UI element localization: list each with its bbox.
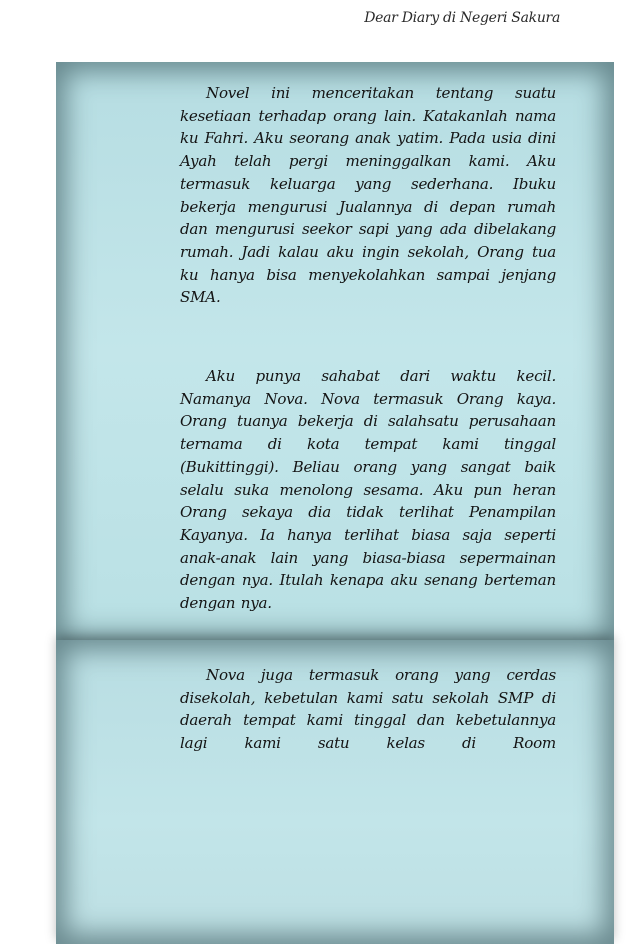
paragraph-3-block — [180, 664, 556, 755]
paragraph-1: Novel ini menceritakan tentang suatu kesetiaan terhadap orang lain. Katakanlah nama ku Fahri. Aku seorang anak yatim. Pada usia dini Ayah telah pergi meninggalkan kami. Aku termasuk keluarga yang sederhana. Ibuku bekerja mengurusi Jualannya di depan rumah dan mengurusi seekor sapi yang ada dibelakang rumah. Jadi kalau aku ingin sekolah, Orang tua ku hanya bisa menyekolahkan sampai jenjang SMA. — [180, 84, 556, 307]
page-header-title: Dear Diary di Negeri Sakura — [364, 10, 560, 26]
paragraph-3: Nova juga termasuk orang yang cerdas disekolah, kebetulan kami satu sekolah SMP di daerah tempat kami tinggal dan kebetulannya lagi kami satu kelas di Room — [180, 666, 556, 753]
paragraph-1-block — [180, 82, 556, 309]
paragraph-2-block — [180, 365, 556, 615]
paragraph-2: Aku punya sahabat dari waktu kecil. Namanya Nova. Nova termasuk Orang kaya. Orang tuanya bekerja di salahsatu perusahaan ternama di kota tempat kami tinggal (Bukittinggi). Beliau orang yang sangat baik selalu suka menolong sesama. Aku pun heran Orang sekaya dia tidak terlihat Penampilan Kayanya. Ia hanya terlihat biasa saja seperti anak-anak lain yang biasa-biasa sepermainan dengan nya. Itulah kenapa aku senang berteman dengan nya. — [180, 367, 556, 613]
